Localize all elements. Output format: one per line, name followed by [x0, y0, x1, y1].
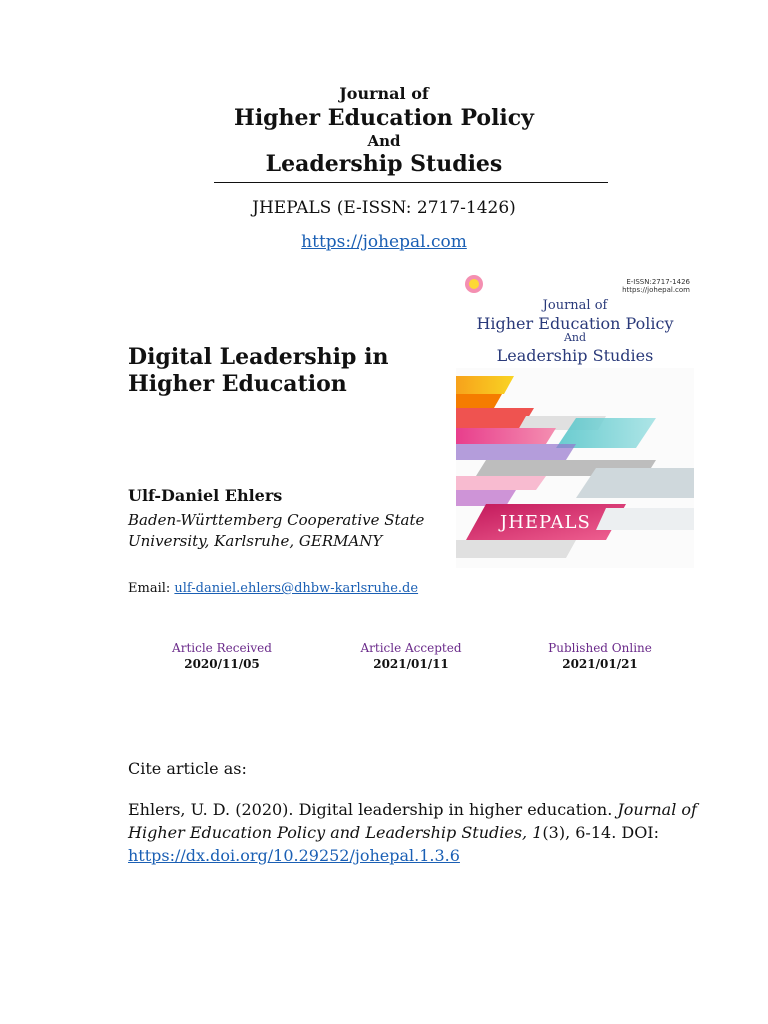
author-name: Ulf-Daniel Ehlers: [128, 486, 283, 505]
cover-issn-text: E-ISSN:2717-1426: [626, 278, 690, 286]
author-affiliation: Baden-Württemberg Cooperative State University, Karlsruhe, GERMANY: [128, 511, 425, 550]
masthead-divider: [214, 182, 608, 183]
citation-text: [128, 798, 698, 867]
cover-title-line-2: Higher Education Policy: [476, 314, 674, 333]
email-label: Email:: [128, 581, 175, 596]
journal-cover-image: [456, 268, 694, 568]
date-published: [520, 641, 680, 671]
date-label: Article Accepted: [360, 641, 462, 655]
date-value: 2021/01/21: [562, 657, 638, 671]
masthead-line-4: Leadership Studies: [265, 151, 503, 177]
cite-label: Cite article as:: [128, 759, 247, 778]
cover-title-line-4: Leadership Studies: [496, 346, 654, 365]
date-label: Published Online: [548, 641, 652, 655]
citation-journal: Journal of Higher Education Policy and Leadership Studies, 1: [128, 800, 697, 842]
cover-issn: [622, 278, 690, 294]
date-value: 2021/01/11: [373, 657, 449, 671]
email-link[interactable]: ulf-daniel.ehlers@dhbw-karlsruhe.de: [174, 581, 419, 596]
doi-link[interactable]: https://dx.doi.org/10.29252/johepal.1.3.6: [128, 846, 460, 865]
cover-url-text: https://johepal.com: [622, 286, 690, 294]
email-line: [128, 581, 418, 596]
date-received: [142, 641, 302, 671]
issn-line: JHEPALS (E-ISSN: 2717-1426): [252, 198, 516, 218]
date-value: 2020/11/05: [184, 657, 260, 671]
journal-website-link[interactable]: https://johepal.com: [301, 232, 467, 252]
article-title: Digital Leadership in Higher Education: [128, 344, 389, 397]
journal-masthead: [0, 84, 768, 178]
cover-title-line-3: And: [563, 331, 587, 344]
citation-rest: (3), 6-14. DOI:: [542, 823, 660, 842]
date-label: Article Received: [172, 641, 272, 655]
cover-title-line-1: Journal of: [542, 298, 608, 313]
masthead-line-1: Journal of: [339, 84, 429, 103]
masthead-line-3: And: [367, 132, 401, 150]
date-accepted: [331, 641, 491, 671]
cover-brand: JHEPALS: [500, 512, 591, 533]
citation-plain: Ehlers, U. D. (2020). Digital leadership in higher education.: [128, 800, 618, 819]
masthead-line-2: Higher Education Policy: [234, 105, 534, 131]
